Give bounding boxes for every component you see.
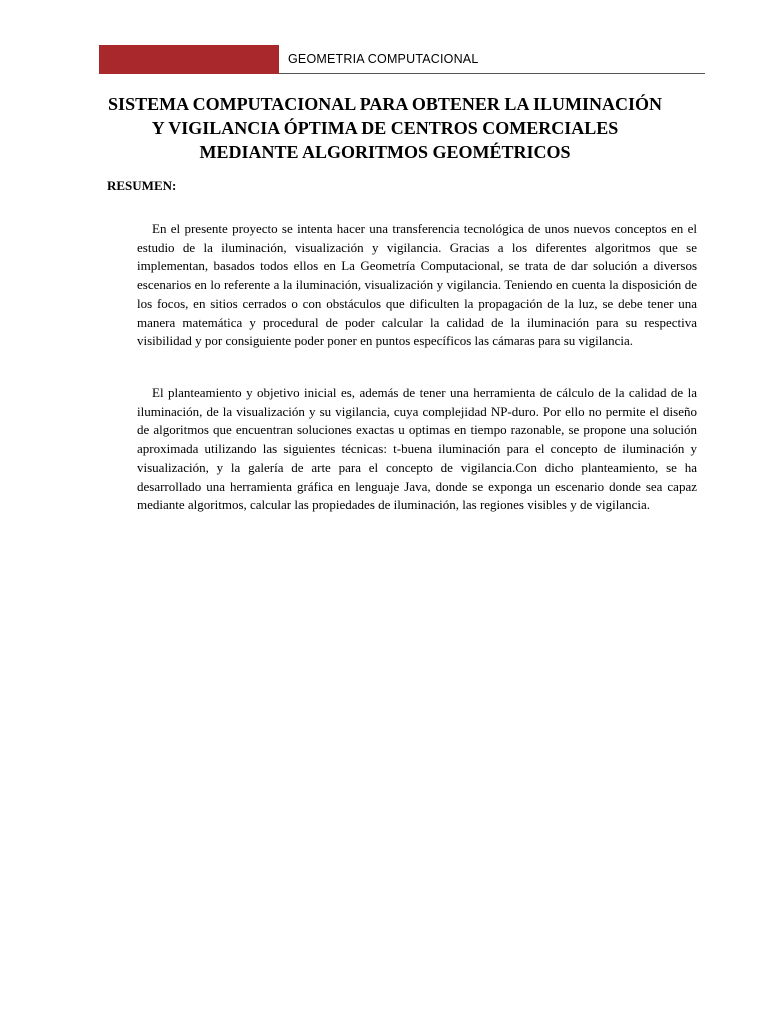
abstract-paragraph-2: El planteamiento y objetivo inicial es, además de tener una herramienta de cálculo de la calidad de la iluminación, de la visualización y su vigilancia, cuya complejidad NP-duro. Por ello no permite el diseño de algoritmos que encuentran soluciones exactas u optimas en tiempo razonable, se propone una solución aproximada utilizando las siguientes técnicas: t-buena iluminación para el concepto de iluminación y visualización, y la galería de arte para el concepto de vigilancia.Con dicho planteamiento, se ha desarrollado una herramienta gráfica en lenguaje Java, donde se exponga un escenario donde sea capaz mediante algoritmos, calcular las propiedades de iluminación, las regiones visibles y de vigilancia. — [137, 385, 697, 513]
abstract-heading: RESUMEN: — [107, 178, 177, 193]
header-section-label: GEOMETRIA COMPUTACIONAL — [288, 52, 479, 66]
header-divider — [279, 73, 705, 74]
header-accent-bar — [99, 45, 279, 74]
abstract-paragraph-1: En el presente proyecto se intenta hacer una transferencia tecnológica de unos nuevos conceptos en el estudio de la iluminación, visualización y vigilancia. Gracias a los diferentes algoritmos que se implementan, basados todos ellos en La Geometría Computacional, se trata de dar solución a diversos escenarios en lo referente a la iluminación, visualización y vigilancia. Teniendo en cuenta la disposición de los focos, en sitios cerrados o con obstáculos que dificulten la propagación de la luz, se debe tener una manera matemática y procedural de poder calcular la calidad de la iluminación para su respectiva visibilidad y por consiguiente poder poner en puntos específicos las cámaras para su vigilancia. — [137, 221, 697, 349]
document-title: SISTEMA COMPUTACIONAL PARA OBTENER LA ILUMINACIÓN Y VIGILANCIA ÓPTIMA DE CENTROS COMERCIALES MEDIANTE ALGORITMOS GEOMÉTRICOS — [108, 94, 662, 162]
